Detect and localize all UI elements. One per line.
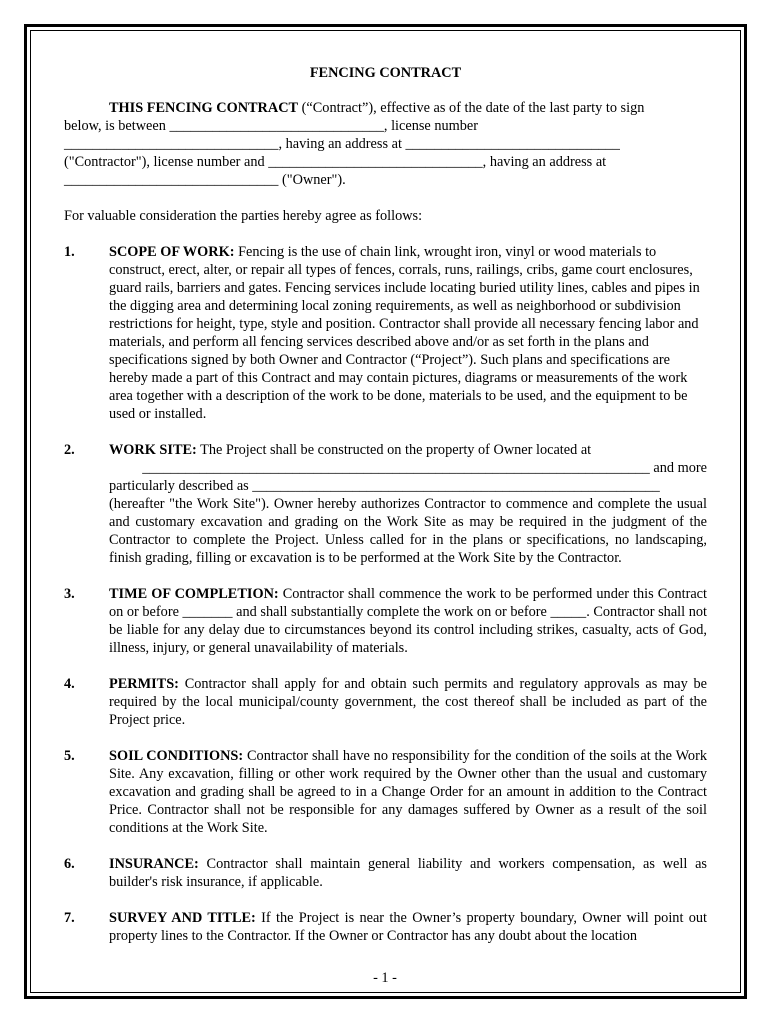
section-text: Fencing is the use of chain link, wrought iron, vinyl or wood materials to construct, erect, alter, or repair all types of fences, corrals, runs, railings, cribs, game court enclosures, guard rails, barriers and gates. Fencing services include locating buried utility lines, cables and pipes in the digging area and determining local zoning requirements, as well as neighborhood or subdivision restrictions for height, type, style and position. Contractor shall provide all necessary fencing labor and materials, and perform all fencing services described above and/or as set forth in the plans and specifications signed by both Owner and Contractor (“Project”). Such plans and specifications are hereby made a part of this Contract and may contain pictures, diagrams or measurements of the work area together with a description of the work to be done, materials to be used, and the equipment to be used or installed. — [109, 244, 700, 422]
intro-paragraph — [64, 99, 707, 189]
section-body — [109, 855, 707, 891]
section-text: Contractor shall apply for and obtain such permits and regulatory approvals as may be required by the local municipal/county government, the cost thereof shall be included as part of the Project price. — [109, 676, 707, 728]
section-heading: WORK SITE: — [109, 442, 197, 458]
section-line-1 — [109, 441, 707, 459]
section-number: 7. — [64, 910, 75, 926]
section-body — [109, 441, 707, 567]
section-heading: SOIL CONDITIONS: — [109, 748, 244, 764]
section-survey-and-title — [64, 909, 707, 945]
section-body — [109, 675, 707, 729]
section-soil-conditions — [64, 747, 707, 837]
section-number: 6. — [64, 856, 75, 872]
section-heading: SURVEY AND TITLE: — [109, 910, 256, 926]
intro-line-3: ______________________________, having an address at ______________________________ — [64, 136, 620, 152]
section-text: Contractor shall have no responsibility for the condition of the soils at the Work Site. Any excavation, filling or other work required by the Owner other than the usual and customary excavation and grading shall be agreed to in a Change Order for an amount in addition to the Contract Price. Contractor shall not be responsible for any damages suffered by Owner as a result of the soil conditions at the Work Site. — [109, 748, 707, 836]
work-site-description-line: particularly described as _________________________________________________________ — [109, 478, 660, 494]
section-time-of-completion — [64, 585, 707, 657]
consideration-clause: For valuable consideration the parties hereby agree as follows: — [64, 208, 423, 224]
intro-line-2: below, is between ______________________________, license number — [64, 118, 479, 134]
section-heading: SCOPE OF WORK: — [109, 244, 235, 260]
intro-line-5: ______________________________ ("Owner"). — [64, 172, 346, 188]
work-site-address-line: _______________________________________________________________________ and more — [142, 460, 707, 476]
section-heading: TIME OF COMPLETION: — [109, 586, 279, 602]
intro-bold-lead: THIS FENCING CONTRACT — [109, 100, 299, 116]
section-text-line-1: The Project shall be constructed on the property of Owner located at — [196, 442, 592, 458]
section-body — [109, 585, 707, 657]
section-body — [109, 243, 707, 423]
section-body — [109, 747, 707, 837]
section-number: 5. — [64, 748, 75, 764]
section-scope-of-work — [64, 243, 707, 423]
section-number: 1. — [64, 244, 75, 260]
section-work-site — [64, 441, 707, 567]
section-text: If the Project is near the Owner’s property boundary, Owner will point out property lines to the Contractor. If the Owner or Contractor has any doubt about the location — [109, 910, 708, 944]
section-text: Contractor shall maintain general liability and workers compensation, as well as builder's risk insurance, if applicable. — [109, 856, 707, 890]
section-heading: PERMITS: — [109, 676, 179, 692]
section-text: Contractor shall commence the work to be performed under this Contract on or before _______ and shall substantially complete the work on or before _____. Contractor shall not be liable for any delay due to circumstances beyond its control including strikes, casualty, acts of God, illness, injury, or general unavailability of materials. — [109, 586, 707, 656]
intro-line-1 — [64, 99, 707, 117]
section-heading: INSURANCE: — [109, 856, 199, 872]
document-body — [64, 64, 707, 945]
section-number: 4. — [64, 676, 75, 692]
section-permits — [64, 675, 707, 729]
section-number: 3. — [64, 586, 75, 602]
intro-line-4: ("Contractor"), license number and ______________________________, having an address at — [64, 154, 607, 170]
section-text: (hereafter "the Work Site"). Owner hereby authorizes Contractor to commence and complete the usual and customary excavation and grading on the Work Site as may be required in the judgment of the Contractor to complete the Project. Unless called for in the plans or specifications, no landscaping, finish grading, filling or excavation is to be performed at the Work Site by the Contractor. — [109, 496, 707, 566]
intro-line-1-rest: (“Contract”), effective as of the date of the last party to sign — [298, 100, 645, 116]
section-body — [109, 909, 707, 945]
section-number: 2. — [64, 442, 75, 458]
page-number: - 1 - — [373, 970, 397, 986]
document-title: FENCING CONTRACT — [309, 65, 462, 81]
section-insurance — [64, 855, 707, 891]
